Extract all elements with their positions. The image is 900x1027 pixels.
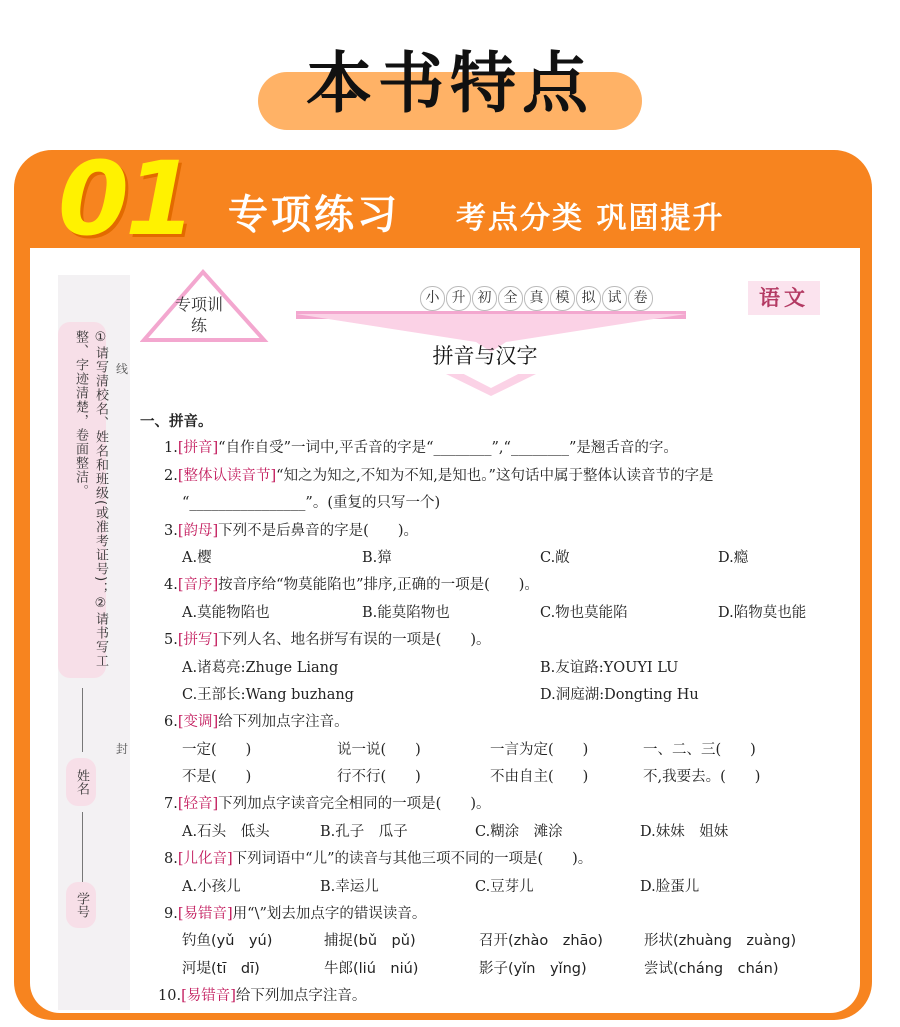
question-7: 7.[轻音]下列加点字读音完全相同的一项是( )。 xyxy=(164,796,491,813)
question-5: 5.[拼写]下列人名、地名拼写有误的一项是( )。 xyxy=(164,632,491,649)
question-8-options: A.小孩儿 B.幸运儿 C.豆芽儿 D.脸蛋儿 xyxy=(182,878,700,895)
binding-line-label: 线 xyxy=(116,362,129,376)
page-title: 本书特点 xyxy=(306,45,594,122)
question-2-cont: “________________”。(重复的只写一个) xyxy=(182,495,441,512)
question-6-items: 一定( ) 说一说( ) 一言为定( ) 一、二、三( ) xyxy=(182,741,756,758)
question-9-items: 钓鱼(yǔ yú) 捕捉(bǔ pǔ) 召开(zhào zhāo) 形状(zhuàng zuàng) xyxy=(182,933,797,950)
question-5-options: C.王部长:Wang buzhang D.洞庭湖:Dongting Hu xyxy=(182,686,699,703)
question-5-options: A.诸葛亮:Zhuge Liang B.友谊路:YOUYI LU xyxy=(182,659,679,676)
question-8: 8.[儿化音]下列词语中“儿”的读音与其他三项不同的一项是( )。 xyxy=(164,851,593,868)
series-title: 小 升 初 全 真 模 拟 试 卷 xyxy=(420,286,654,311)
binding-seal-label: 封 xyxy=(116,742,129,756)
training-label: 专项训练 xyxy=(174,295,223,335)
question-3-options: A.樱 B.獐 C.敞 D.瘾 xyxy=(182,549,749,566)
question-6: 6.[变调]给下列加点字注音。 xyxy=(164,714,349,731)
name-label: 姓名 xyxy=(66,758,96,806)
feature-number: 01 xyxy=(58,140,192,259)
question-2: 2.[整体认读音节]“知之为知之,不知为不知,是知也。”这句话中属于整体认读音节的字是 xyxy=(164,467,714,484)
feature-subtitle: 考点分类 巩固提升 xyxy=(456,201,725,236)
question-9-items: 河堤(tī dī) 牛郎(liú niú) 影子(yǐn yǐng) 尝试(cháng chán) xyxy=(182,960,779,977)
question-1: 1.[拼音]“自作自受”一词中,平舌音的字是“________”,“________”是翘舌音的字。 xyxy=(164,440,678,457)
question-4: 4.[音序]按音序给“物莫能陷也”排序,正确的一项是( )。 xyxy=(164,577,539,594)
question-4-options: A.莫能物陷也 B.能莫陷物也 C.物也莫能陷 D.陷物莫也能 xyxy=(182,604,807,621)
notice-text: ①请写清校名、姓名和班级(或准考证号)；②请书写工整、字迹清楚，卷面整洁。 xyxy=(73,330,108,669)
question-10: 10.[易错音]给下列加点字注音。 xyxy=(158,988,367,1005)
question-3: 3.[韵母]下列不是后鼻音的字是( )。 xyxy=(164,522,418,539)
question-9: 9.[易错音]用“\”划去加点字的错误读音。 xyxy=(164,906,427,923)
topic-title: 拼音与汉字 xyxy=(432,344,538,368)
section-heading: 一、拼音。 xyxy=(140,413,213,430)
subject-badge: 语文 xyxy=(748,281,820,315)
question-list xyxy=(140,408,840,1011)
question-6-items: 不是( ) 行不行( ) 不由自主( ) 不,我要去。( ) xyxy=(182,769,761,786)
binding-divider xyxy=(82,812,83,882)
feature-title: 专项练习 xyxy=(228,192,400,238)
binding-divider xyxy=(82,688,83,752)
question-7-options: A.石头 低头 B.孔子 瓜子 C.糊涂 滩涂 D.妹妹 姐妹 xyxy=(182,823,729,840)
student-number-label: 学号 xyxy=(66,882,96,928)
